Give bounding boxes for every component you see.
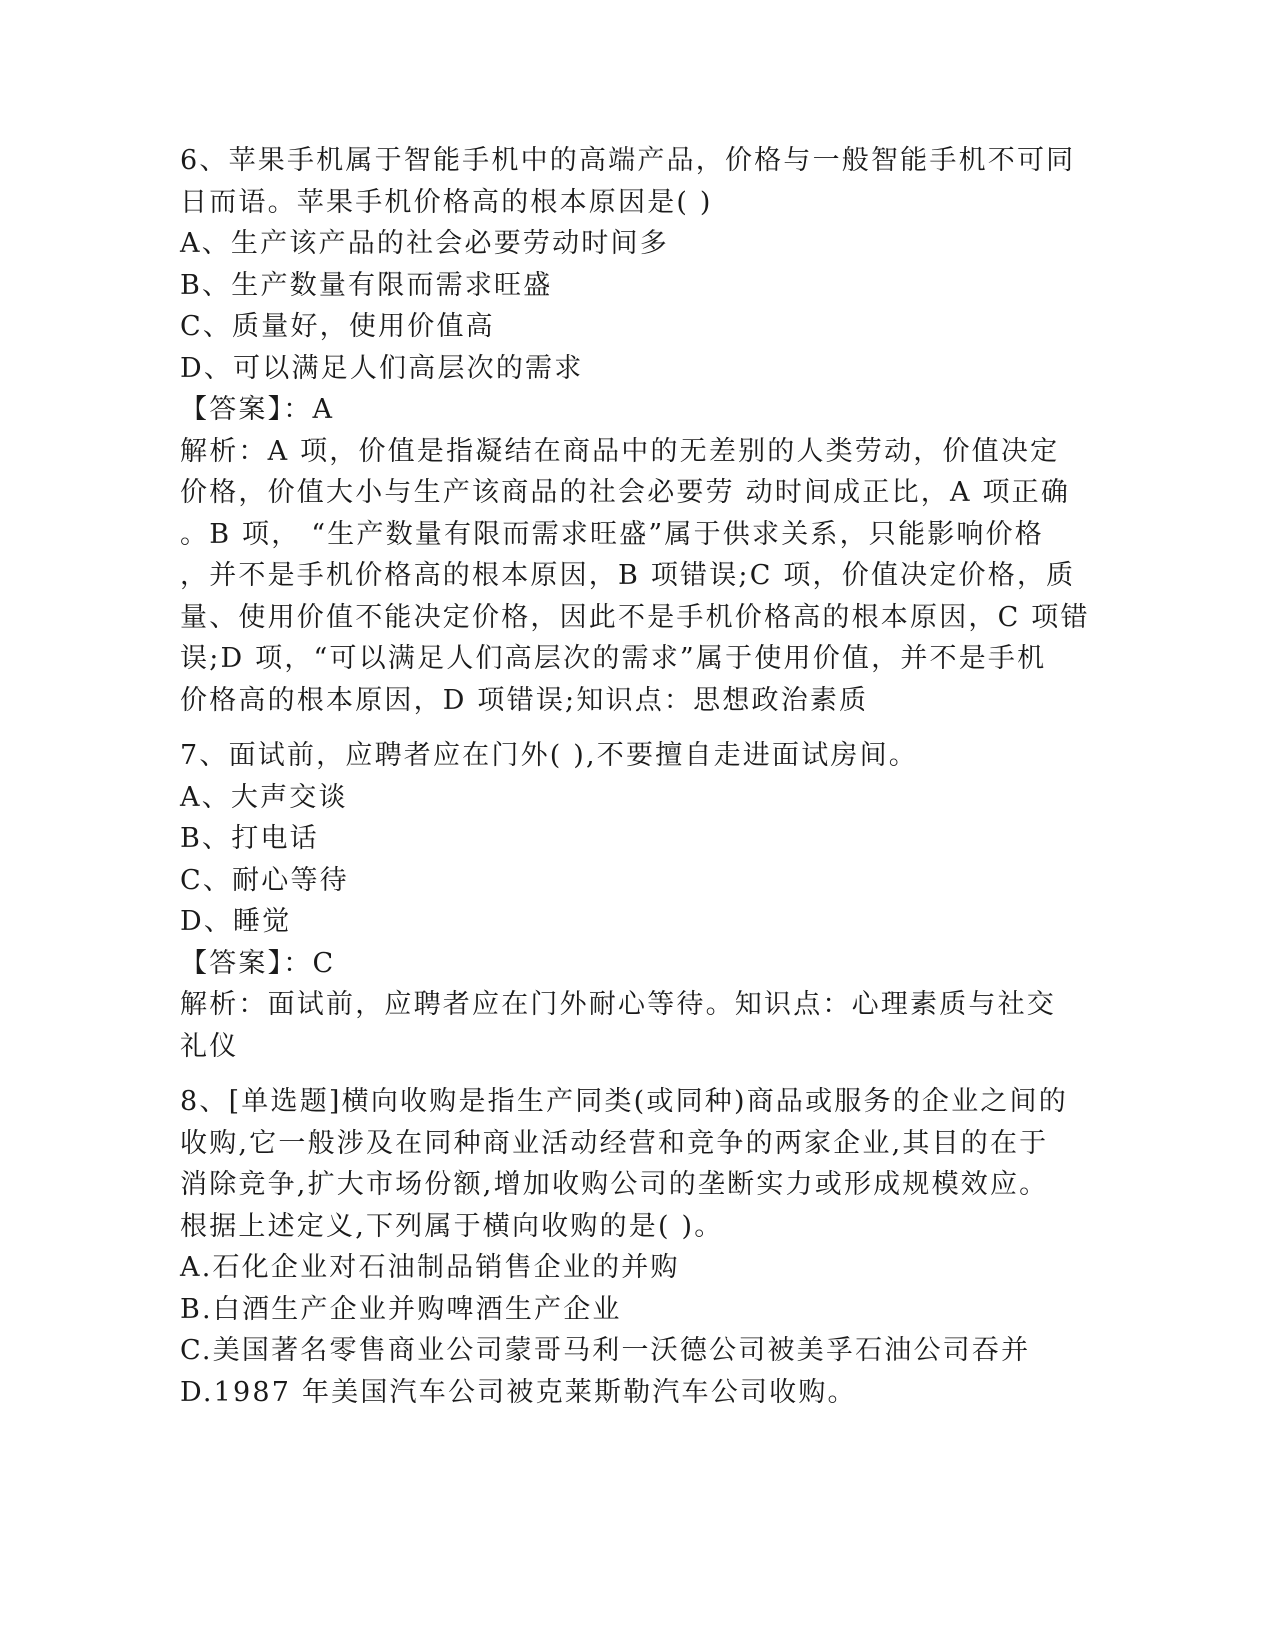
analysis-line: 价格高的根本原因，D 项错误;知识点：思想政治素质 [180, 684, 869, 716]
analysis-line: 解析：面试前，应聘者应在门外耐心等待。知识点：心理素质与社交 [180, 989, 1056, 1020]
analysis-line: 价格，价值大小与生产该商品的社会必要劳 动时间成正比，A 项正确 [180, 477, 1071, 508]
question-stem-line: 收购,它一般涉及在同种商业活动经营和竞争的两家企业,其目的在于 [180, 1127, 1049, 1159]
question-7 [180, 735, 1056, 1067]
option-b: B、生产数量有限而需求旺盛 [180, 269, 553, 301]
analysis-line: 解析：A 项，价值是指凝结在商品中的无差别的人类劳动，价值决定 [180, 435, 1060, 467]
option-d: D.1987 年美国汽车公司被克莱斯勒汽车公司收购。 [180, 1376, 857, 1408]
answer: 【答案】：A [180, 394, 335, 425]
question-stem-line: 7、面试前，应聘者应在门外( ),不要擅自走进面试房间。 [180, 740, 919, 771]
option-a: A、大声交谈 [180, 781, 348, 813]
question-8 [180, 1081, 1068, 1413]
question-stem-line: 根据上述定义,下列属于横向收购的是( )。 [180, 1210, 724, 1242]
option-d: D、可以满足人们高层次的需求 [180, 352, 584, 384]
question-stem-line: 6、苹果手机属于智能手机中的高端产品，价格与一般智能手机不可同 [180, 145, 1076, 176]
question-stem-line: 8、[单选题]横向收购是指生产同类(或同种)商品或服务的企业之间的 [180, 1086, 1068, 1117]
answer: 【答案】：C [180, 947, 336, 979]
analysis-line: 。B 项， “生产数量有限而需求旺盛”属于供求关系，只能影响价格 [180, 518, 1045, 550]
question-6 [180, 140, 1090, 721]
option-b: B.白酒生产企业并购啤酒生产企业 [180, 1293, 622, 1325]
analysis-line: 礼仪 [180, 1030, 239, 1062]
option-a: A、生产该产品的社会必要劳动时间多 [180, 228, 669, 259]
option-a: A.石化企业对石油制品销售企业的并购 [180, 1252, 680, 1283]
question-stem-line: 日而语。苹果手机价格高的根本原因是( ) [180, 186, 713, 218]
analysis-line: 误;D 项，“可以满足人们高层次的需求”属于使用价值，并不是手机 [180, 643, 1047, 674]
option-d: D、睡觉 [180, 906, 292, 937]
analysis-line: 量、使用价值不能决定价格，因此不是手机价格高的根本原因，C 项错 [180, 601, 1090, 633]
option-c: C、质量好，使用价值高 [180, 311, 495, 342]
document-page [180, 140, 1090, 1413]
option-b: B、打电话 [180, 823, 319, 854]
option-c: C.美国著名零售商业公司蒙哥马利一沃德公司被美孚石油公司吞并 [180, 1335, 1031, 1366]
analysis-line: ，并不是手机价格高的根本原因，B 项错误;C 项，价值决定价格，质 [180, 560, 1076, 591]
question-stem-line: 消除竞争,扩大市场份额,增加收购公司的垄断实力或形成规模效应。 [180, 1169, 1049, 1200]
option-c: C、耐心等待 [180, 864, 349, 896]
